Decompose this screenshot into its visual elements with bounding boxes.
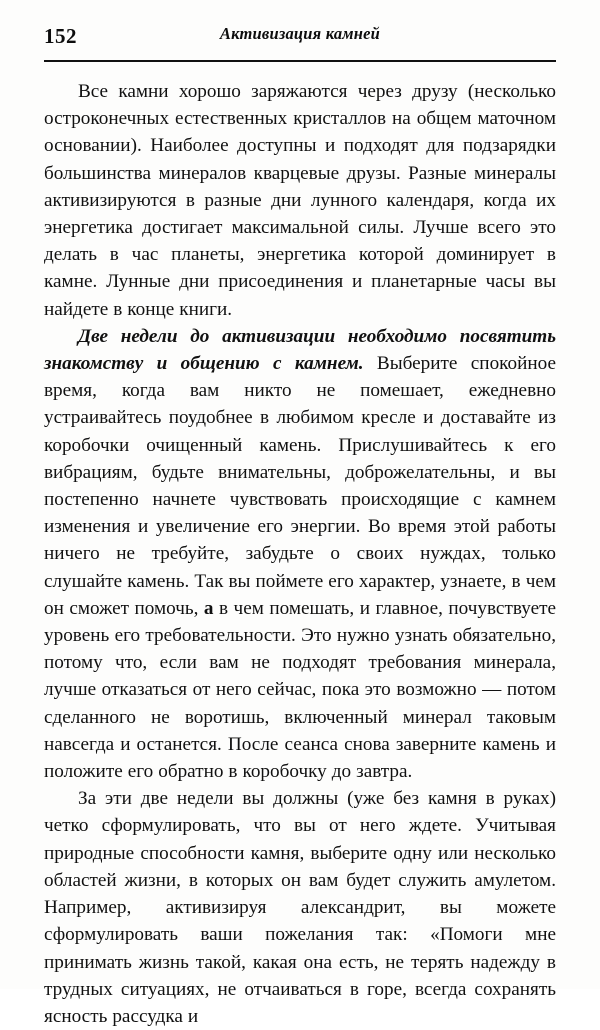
paragraph-2-text-after: в чем помешать, и главное, почувствуете уровень его требовательности. Это нужно узнать обязательно, потому что, если вам не подходят требования минерала, лучше отказаться от него сейчас, пока это возможно — потом сделанного не воротишь, включенный минерал таковым навсегда и останется. После сеанса снова заверните камень и положите его обратно в коробочку до завтра. [44,597,556,783]
header-divider [44,60,556,62]
paragraph-1 [44,78,556,323]
page-header [44,24,556,58]
running-title: Активизация камней [219,24,381,43]
paragraph-2-text: Выберите спокойное время, когда вам никто не помешает, ежедневно устраивайтесь поудобнее в любимом кресле и доставайте из коробочки очищенный камень. Прислушивайтесь к его вибрациям, будьте внимательны, доброжелательны, и вы постепенно начнете чувствовать происходящие с камнем изменения и увеличение его энергии. Во время этой работы ничего не требуйте, забудьте о своих нуждах, только слушайте камень. Так вы поймете его характер, узнаете, в чем он сможет помочь, [44,353,556,619]
paragraph-2-bold-fragment: а [203,597,214,619]
paragraph-3-text: За эти две недели вы должны (уже без камня в руках) четко сформулировать, что вы от него ждете. Учитывая природные способности камня, выберите одну или несколько областей жизни, в которых он вам будет служить амулетом. Например, активизируя александрит, вы можете сформулировать ваши пожелания так: «Помоги мне принимать жизнь такой, какая она есть, не терять надежду в трудных ситуациях, не отчаиваться в горе, всегда сохранять ясность рассудка и [44,788,556,1027]
paragraph-3 [44,785,556,1030]
paragraph-1-text: Все камни хорошо заряжаются через друзу (несколько остроконечных естественных кристаллов на общем маточном основании). Наиболее доступны и подходят для подзарядки большинства минералов кварцевые друзы. Разные минералы активизируются в разные дни лунного календаря, когда их энергетика достигает максимальной силы. Лучше всего это делать в час планеты, энергетика которой доминирует в камне. Лунные дни присоединения и планетарные часы вы найдете в конце книги. [44,81,556,320]
paragraph-2-lead: Две недели до активизации необходимо посвятить знакомству и общению с камнем. [44,325,556,375]
body-text [44,78,556,1030]
paragraph-2 [44,323,556,785]
page-number: 152 [44,24,77,48]
